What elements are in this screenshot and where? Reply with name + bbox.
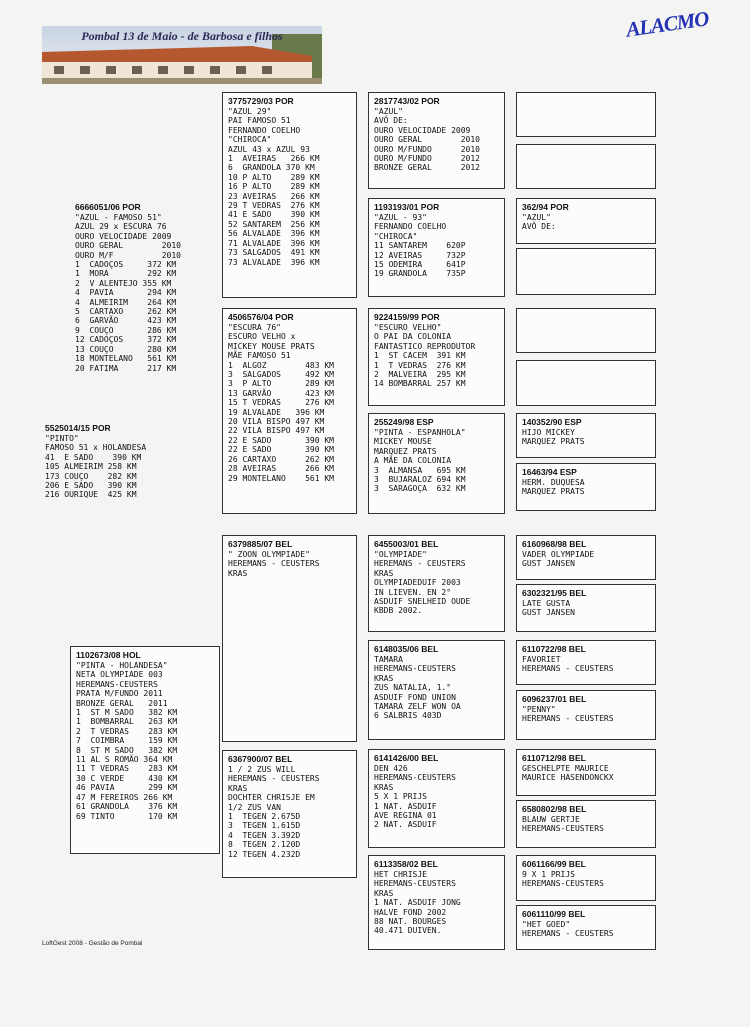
pedigree-line: 73 SALGADOS 491 KM	[228, 248, 320, 258]
pedigree-line: 15 ODEMIRA 641P	[374, 260, 466, 270]
pedigree-line: 28 AVEIRAS 266 KM	[228, 464, 334, 474]
pedigree-line: HEREMANS-CEUSTERS	[374, 664, 456, 674]
pedigree-line: 13 COUÇO 280 KM	[75, 344, 177, 354]
pedigree-line: 41 E SADO 390 KM	[45, 452, 142, 462]
ring-number: 255249/98 ESP	[374, 417, 434, 427]
empty-pedigree-box	[516, 144, 656, 189]
pedigree-line: 22 E SADO 390 KM	[228, 445, 334, 455]
pedigree-entry	[70, 646, 220, 854]
pedigree-line: 12 CADOÇOS 372 KM	[75, 335, 177, 345]
pedigree-line: KRAS	[228, 783, 248, 793]
pedigree-line: 216 OURIQUE 425 KM	[45, 490, 137, 500]
pedigree-line: OURO VELOCIDADE 2009	[374, 125, 471, 135]
pedigree-line: 47 M FEREIROS 266 KM	[76, 792, 173, 802]
pedigree-line: DOCHTER CHRISJE EM	[228, 793, 315, 803]
pedigree-line: BLAUW GERTJE	[522, 815, 580, 824]
pedigree-line: 2 NAT. ASDUIF	[374, 820, 437, 830]
pedigree-entry	[222, 535, 357, 742]
pedigree-line: HEREMANS-CEUSTERS	[374, 879, 456, 889]
pedigree-line: 1 CADOÇOS 372 KM	[75, 260, 177, 270]
pedigree-line: " ZOON OLYMPIADE"	[228, 550, 310, 559]
pedigree-line: 4 TEGEN 3.392D	[228, 830, 301, 840]
pedigree-entry	[368, 308, 505, 406]
pedigree-line: KRAS	[374, 568, 394, 578]
pedigree-line: 29 MONTELANO 561 KM	[228, 473, 334, 483]
pedigree-line: 10 P ALTO 289 KM	[228, 172, 320, 182]
pedigree-line: GUST JANSEN	[522, 559, 575, 569]
ring-number: 1193193/01 POR	[374, 202, 440, 212]
pedigree-line: "AZUL"	[522, 213, 551, 222]
pedigree-line: 46 PAVIA 299 KM	[76, 783, 178, 793]
pedigree-line: 3 ALMANSA 695 KM	[374, 465, 466, 475]
pedigree-line: ESCURO VELHO x	[228, 332, 296, 342]
ring-number: 6302321/95 BEL	[522, 588, 587, 598]
pedigree-line: HEREMANS-CEUSTERS	[76, 679, 158, 689]
pedigree-line: 1 ST M SADO 382 KM	[76, 708, 178, 718]
pedigree-line: HEREMANS - CEUSTERS	[522, 714, 614, 724]
pedigree-line: 23 AVEIRAS 266 KM	[228, 191, 320, 201]
pedigree-line: TAMARA	[374, 655, 403, 664]
pedigree-line: "PINTA - HOLANDESA"	[76, 661, 168, 670]
pedigree-line: OURO M/FUNDO 2012	[374, 154, 480, 164]
pedigree-line: 1 NAT. ASDUIF JONG	[374, 898, 461, 908]
pedigree-line: O PAI DA COLONIA	[374, 332, 452, 342]
pedigree-line: "AZUL - FAMOSO 51"	[75, 213, 162, 222]
pedigree-entry	[368, 640, 505, 740]
pedigree-line: 1 T VEDRAS 276 KM	[374, 360, 466, 370]
pedigree-line: 1/2 ZUS VAN	[228, 802, 281, 812]
ring-number: 6148035/06 BEL	[374, 644, 439, 654]
pedigree-line: FAMOSO 51 x HOLANDESA	[45, 443, 147, 453]
pedigree-line: 3 TEGEN 1.615D	[228, 821, 301, 831]
pedigree-entry	[222, 750, 357, 878]
pedigree-line: FANTASTICO REPRODUTOR	[374, 341, 476, 351]
pedigree-line: HEREMANS-CEUSTERS	[374, 773, 456, 783]
pedigree-line: OURO GERAL 2010	[374, 135, 480, 145]
pedigree-line: 22 E SADO 390 KM	[228, 435, 334, 445]
pedigree-line: 1 BOMBARRAL 263 KM	[76, 717, 178, 727]
pedigree-line: MAURICE HASENDONCKX	[522, 773, 614, 783]
pedigree-entry	[516, 800, 656, 848]
pedigree-line: 40.471 DUIVEN.	[374, 926, 442, 936]
pedigree-line: 13 GARVÃO 423 KM	[228, 388, 334, 398]
pedigree-entry	[222, 308, 357, 514]
pedigree-line: 61 GRANDOLA 376 KM	[76, 802, 178, 812]
pedigree-line: 69 TINTO 170 KM	[76, 811, 178, 821]
pedigree-line: 30 C VERDE 430 KM	[76, 773, 178, 783]
pedigree-line: 2 MALVEIRA 295 KM	[374, 370, 466, 380]
ring-number: 6666051/06 POR	[75, 202, 141, 212]
pedigree-line: 41 E SADO 390 KM	[228, 210, 320, 220]
pedigree-line: 15 T VEDRAS 276 KM	[228, 398, 334, 408]
pedigree-line: KRAS	[374, 782, 394, 792]
ring-number: 2817743/02 POR	[374, 96, 440, 106]
pedigree-line: HIJO MICKEY	[522, 428, 575, 437]
pedigree-line: 1 NAT. ASDUIF	[374, 801, 437, 811]
pedigree-line: MICKEY MOUSE	[374, 437, 432, 447]
pedigree-line: 2 V ALENTEJO 355 KM	[75, 278, 172, 288]
pedigree-line: 206 E SADO 390 KM	[45, 481, 137, 491]
pedigree-line: OLYMPIADEDUIF 2003	[374, 578, 461, 588]
pedigree-line: 1 ST CACEM 391 KM	[374, 351, 466, 361]
pedigree-line: OURO VELOCIDADE 2009	[75, 231, 172, 241]
pedigree-line: HEREMANS-CEUSTERS	[522, 879, 604, 889]
pedigree-line: MICKEY MOUSE PRATS	[228, 341, 315, 351]
pedigree-line: 3 BUJARALOZ 694 KM	[374, 475, 466, 485]
empty-pedigree-box	[516, 248, 656, 295]
pedigree-entry	[368, 92, 505, 189]
pedigree-entry	[516, 749, 656, 796]
pedigree-line: ASDUIF SNELHEID OUDE	[374, 597, 471, 607]
ring-number: 6141426/00 BEL	[374, 753, 439, 763]
pedigree-line: 9 X 1 PRIJS	[522, 870, 575, 879]
ring-number: 6455003/01 BEL	[374, 539, 439, 549]
pedigree-line: 4 PAVIA 294 KM	[75, 288, 177, 298]
pedigree-line: HEREMANS - CEUSTERS	[228, 559, 320, 569]
pedigree-line: AVÔ DE:	[374, 116, 408, 126]
pedigree-line: PAI FAMOSO 51	[228, 116, 291, 126]
pedigree-line: DEN 426	[374, 764, 408, 773]
pedigree-line: 5 X 1 PRIJS	[374, 792, 427, 802]
pedigree-line: GESCHELPTE MAURICE	[522, 764, 609, 773]
pedigree-line: 6 GRANDOLA 370 KM	[228, 163, 315, 173]
ring-number: 3775729/03 POR	[228, 96, 294, 106]
pedigree-line: 20 VILA BISPO 497 KM	[228, 417, 325, 427]
ring-number: 4506576/04 POR	[228, 312, 294, 322]
pedigree-line: 173 COUÇO 282 KM	[45, 471, 137, 481]
pedigree-line: 1 ALGOZ 483 KM	[228, 360, 334, 370]
pedigree-line: MARQUEZ PRATS	[522, 487, 585, 497]
pedigree-entry	[516, 463, 656, 511]
pedigree-line: 12 TEGEN 4.232D	[228, 849, 301, 859]
pedigree-line: "PINTO"	[45, 434, 79, 443]
pedigree-line: TAMARA ZELF WON OA	[374, 702, 461, 712]
pedigree-line: HALVE FOND 2002	[374, 907, 447, 917]
pedigree-line: "CHIROCA"	[228, 135, 272, 145]
pedigree-line: 6 SALBRIS 403D	[374, 711, 442, 721]
pedigree-line: 11 T VEDRAS 283 KM	[76, 764, 178, 774]
pedigree-line: 4 ALMEIRIM 264 KM	[75, 297, 177, 307]
pedigree-line: 3 SARAGOÇA 632 KM	[374, 484, 466, 494]
pedigree-line: AVÔ DE:	[522, 222, 556, 232]
pedigree-line: IN LIEVEN. EN 2°	[374, 587, 452, 597]
pedigree-line: 29 T VEDRAS 276 KM	[228, 201, 320, 211]
ring-number: 6061166/99 BEL	[522, 859, 586, 869]
pedigree-line: "AZUL 29"	[228, 107, 272, 116]
empty-pedigree-box	[516, 92, 656, 137]
pedigree-entry	[516, 690, 656, 740]
ring-number: 6096237/01 BEL	[522, 694, 587, 704]
pedigree-line: AVE REGINA 01	[374, 811, 437, 821]
pedigree-line: "CHIROCA"	[374, 231, 418, 241]
pedigree-line: FAVORIET	[522, 655, 561, 664]
ring-number: 140352/90 ESP	[522, 417, 582, 427]
ring-number: 5525014/15 POR	[45, 423, 111, 433]
pedigree-line: MÃE FAMOSO 51	[228, 351, 291, 361]
pedigree-line: KRAS	[228, 568, 248, 578]
pedigree-line: PRATA M/FUNDO 2011	[76, 689, 163, 699]
pedigree-line: VADER OLYMPIADE	[522, 550, 595, 559]
pedigree-entry	[368, 413, 505, 514]
pedigree-entry	[516, 198, 656, 244]
pedigree-line: 1 TEGEN 2.675D	[228, 812, 301, 822]
pedigree-line: 7 COIMBRA 159 KM	[76, 736, 178, 746]
pedigree-line: "HET GOED"	[522, 920, 571, 929]
ring-number: 6061110/99 BEL	[522, 909, 586, 919]
pedigree-entry	[516, 905, 656, 950]
pedigree-line: 9 COUÇO 286 KM	[75, 325, 177, 335]
pedigree-entry	[516, 535, 656, 580]
pedigree-line: 11 AL S ROMÃO 364 KM	[76, 755, 173, 765]
pedigree-line: KRAS	[374, 673, 394, 683]
pedigree-line: GUST JANSEN	[522, 608, 575, 618]
ring-number: 6160968/98 BEL	[522, 539, 587, 549]
pedigree-line: 2 T VEDRAS 283 KM	[76, 726, 178, 736]
pedigree-entry	[516, 413, 656, 458]
pedigree-line: HERM. DUQUESA	[522, 478, 585, 487]
pedigree-line: 71 ALVALADE 396 KM	[228, 238, 320, 248]
ring-number: 6110722/98 BEL	[522, 644, 586, 654]
pedigree-entry	[368, 198, 505, 297]
pedigree-line: HEREMANS-CEUSTERS	[522, 824, 604, 834]
pedigree-line: A MÃE DA COLONIA	[374, 456, 452, 466]
pedigree-line: 11 SANTAREM 620P	[374, 241, 466, 251]
pedigree-line: 105 ALMEIRIM 258 KM	[45, 462, 137, 472]
pedigree-line: "AZUL - 93"	[374, 213, 427, 222]
pedigree-line: ZUS NATALIA, 1.°	[374, 683, 452, 693]
pedigree-line: 1 MORA 292 KM	[75, 269, 177, 279]
pedigree-line: 56 ALVALADE 396 KM	[228, 229, 320, 239]
pedigree-line: BRONZE GERAL 2011	[76, 698, 168, 708]
pedigree-line: 88 NAT. BOURGES	[374, 917, 447, 927]
pedigree-entry	[368, 535, 505, 632]
ring-number: 1102673/08 HOL	[76, 650, 141, 660]
pedigree-line: MARQUEZ PRATS	[522, 437, 585, 447]
loft-banner	[42, 26, 322, 84]
pedigree-line: ASDUIF FOND UNION	[374, 692, 456, 702]
pedigree-line: 1 AVEIRAS 266 KM	[228, 154, 320, 164]
ring-number: 9224159/99 POR	[374, 312, 440, 322]
pedigree-line: 19 GRANDOLA 735P	[374, 269, 466, 279]
pedigree-line: FERNANDO COELHO	[228, 125, 301, 135]
pedigree-entry	[516, 640, 656, 685]
pedigree-line: 19 ALVALADE 396 KM	[228, 407, 325, 417]
pedigree-line: 73 ALVALADE 396 KM	[228, 257, 320, 267]
pedigree-line: 16 P ALTO 289 KM	[228, 182, 320, 192]
pedigree-line: 14 BOMBARRAL 257 KM	[374, 379, 466, 389]
pedigree-line: LATE GUSTA	[522, 599, 571, 608]
pedigree-line: "OLYMPIADE"	[374, 550, 427, 559]
ring-number: 6113358/02 BEL	[374, 859, 438, 869]
pedigree-entry	[222, 92, 357, 298]
pedigree-line: 22 VILA BISPO 497 KM	[228, 426, 325, 436]
pedigree-line: HET CHRISJE	[374, 870, 427, 879]
ring-number: 6379885/07 BEL	[228, 539, 293, 549]
ring-number: 6110712/98 BEL	[522, 753, 586, 763]
pedigree-line: 26 CARTAXO 262 KM	[228, 454, 334, 464]
pedigree-entry	[516, 584, 656, 632]
footer-text: LoftGest 2008 - Gestão de Pombal	[42, 940, 143, 947]
banner-caption: Pombal 13 de Maio - de Barbosa e filhos	[81, 29, 283, 43]
pedigree-line: BRONZE GERAL 2012	[374, 163, 480, 173]
pedigree-line: 18 MONTELANO 561 KM	[75, 354, 177, 364]
pedigree-line: 6 GARVÃO 423 KM	[75, 316, 177, 326]
empty-pedigree-box	[516, 360, 656, 406]
pedigree-line: "PENNY"	[522, 705, 556, 714]
pedigree-line: 12 AVEIRAS 732P	[374, 250, 466, 260]
pedigree-line: 5 CARTAXO 262 KM	[75, 307, 177, 317]
pedigree-line: 8 ST M SADO 382 KM	[76, 745, 178, 755]
pedigree-line: 8 TEGEN 2.120D	[228, 840, 301, 850]
pedigree-line: KBDB 2002.	[374, 606, 423, 616]
pedigree-line: FERNANDO COELHO	[374, 222, 447, 232]
pedigree-line: "ESCURO VELHO"	[374, 323, 442, 332]
pedigree-line: "ESCURA 76"	[228, 323, 281, 332]
pedigree-line: AZUL 29 x ESCURA 76	[75, 222, 167, 232]
pedigree-line: OURO M/F 2010	[75, 250, 181, 260]
pedigree-line: "AZUL"	[374, 107, 403, 116]
pedigree-line: 52 SANTAREM 256 KM	[228, 219, 320, 229]
pedigree-line: HEREMANS - CEUSTERS	[228, 774, 320, 784]
pedigree-line: 20 FATIMA 217 KM	[75, 363, 177, 373]
pedigree-entry	[40, 423, 215, 500]
ring-number: 6580802/98 BEL	[522, 804, 587, 814]
pedigree-line: HEREMANS - CEUSTERS	[522, 929, 614, 939]
empty-pedigree-box	[516, 308, 656, 353]
handwritten-signature: ALACMO	[624, 6, 710, 42]
pedigree-line: OURO M/FUNDO 2010	[374, 144, 480, 154]
pedigree-line: HEREMANS - CEUSTERS	[374, 559, 466, 569]
pedigree-line: KRAS	[374, 888, 394, 898]
pedigree-line: 3 P ALTO 289 KM	[228, 379, 334, 389]
pedigree-line: NETA OLYMPIADE 003	[76, 670, 163, 680]
ring-number: 6367900/07 BEL	[228, 754, 293, 764]
pedigree-entry	[70, 202, 220, 373]
ring-number: 362/94 POR	[522, 202, 569, 212]
pedigree-line: OURO GERAL 2010	[75, 241, 181, 251]
pedigree-entry	[368, 749, 505, 848]
pedigree-entry	[368, 855, 505, 950]
ring-number: 16463/94 ESP	[522, 467, 577, 477]
pedigree-line: 3 SALGADOS 492 KM	[228, 370, 334, 380]
pedigree-line: HEREMANS - CEUSTERS	[522, 664, 614, 674]
pedigree-line: "PINTA - ESPANHOLA"	[374, 428, 466, 437]
pedigree-line: AZUL 43 x AZUL 93	[228, 144, 310, 154]
pedigree-line: 1 / 2 ZUS WILL	[228, 765, 296, 774]
pedigree-line: MARQUEZ PRATS	[374, 446, 437, 456]
pedigree-entry	[516, 855, 656, 901]
